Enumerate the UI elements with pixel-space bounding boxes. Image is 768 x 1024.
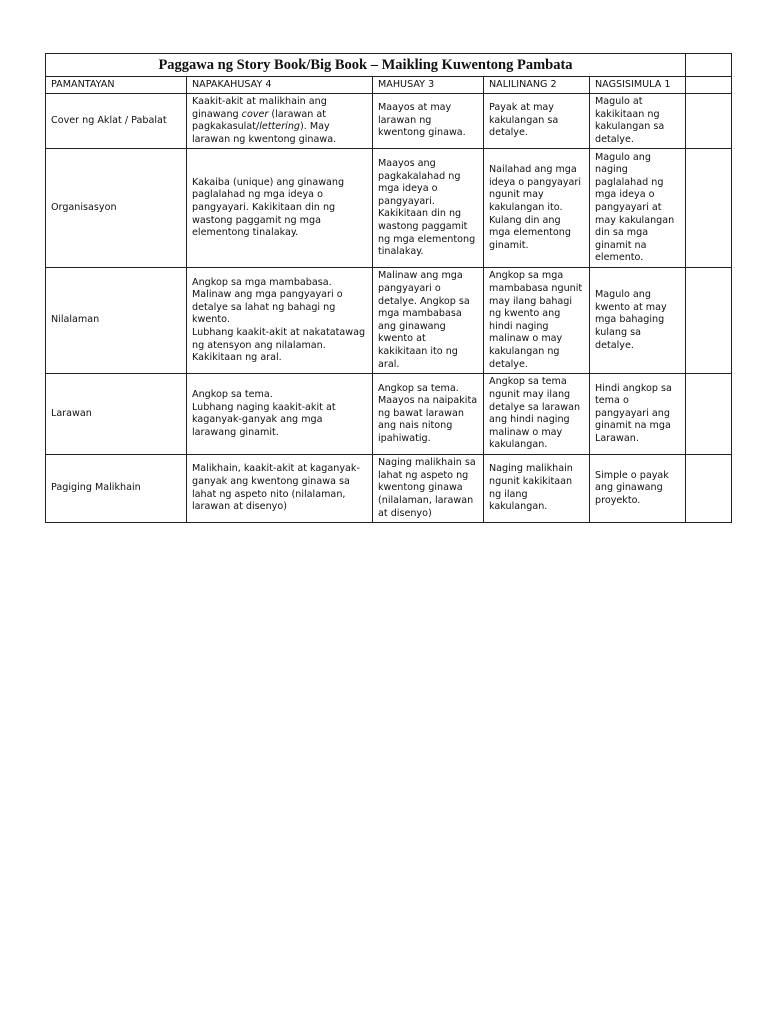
- level-3-cell: Maayos ang pagkakalahad ng mga ideya o pangyayari. Kakikitaan din ng wastong paggamit ng mga elementong tinalakay.: [373, 149, 484, 268]
- level-2-cell: Payak at may kakulangan sa detalye.: [484, 94, 590, 149]
- blank-cell: [686, 94, 732, 149]
- criterion-cell: Larawan: [46, 374, 187, 455]
- level-4-cell: [187, 94, 373, 149]
- table-row: [46, 455, 732, 523]
- rubric-table: [45, 53, 732, 523]
- level-3-cell: Maayos at may larawan ng kwentong ginawa.: [373, 94, 484, 149]
- level-1-cell: Magulo at kakikitaan ng kakulangan sa detalye.: [590, 94, 686, 149]
- header-level-3: MAHUSAY 3: [373, 77, 484, 94]
- blank-cell: [686, 268, 732, 374]
- blank-cell: [686, 77, 732, 94]
- criterion-cell: Cover ng Aklat / Pabalat: [46, 94, 187, 149]
- level-2-cell: Angkop sa mga mambabasa ngunit may ilang bahagi ng kwento ang hindi naging malinaw o may kakulangan ng detalye.: [484, 268, 590, 374]
- cell-text-italic: cover: [241, 108, 269, 120]
- level-1-cell: Simple o payak ang ginawang proyekto.: [590, 455, 686, 523]
- cell-text: ). May larawan ng kwentong ginawa.: [192, 121, 337, 145]
- level-3-cell: Malinaw ang mga pangyayari o detalye. Angkop sa mga mambabasa ang ginawang kwento at kakikitaan ito ng aral.: [373, 268, 484, 374]
- level-3-cell: Naging malikhain sa lahat ng aspeto ng kwentong ginawa (nilalaman, larawan at disenyo): [373, 455, 484, 523]
- level-4-cell: Angkop sa tema. Lubhang naging kaakit-akit at kaganyak-ganyak ang mga larawang ginamit.: [187, 374, 373, 455]
- criterion-cell: Nilalaman: [46, 268, 187, 374]
- cell-text-italic: lettering: [259, 121, 300, 133]
- rubric-document: [45, 53, 731, 523]
- header-level-4: NAPAKAHUSAY 4: [187, 77, 373, 94]
- table-row: [46, 94, 732, 149]
- level-4-cell: Malikhain, kaakit-akit at kaganyak-ganyak ang kwentong ginawa sa lahat ng aspeto nito (nilalaman, larawan at disenyo): [187, 455, 373, 523]
- level-2-cell: Nailahad ang mga ideya o pangyayari ngunit may kakulangan ito. Kulang din ang mga elementong ginamit.: [484, 149, 590, 268]
- level-2-cell: Naging malikhain ngunit kakikitaan ng ilang kakulangan.: [484, 455, 590, 523]
- title-row: [46, 54, 732, 77]
- level-4-cell: Kakaiba (unique) ang ginawang paglalahad ng mga ideya o pangyayari. Kakikitaan din ng wastong paggamit ng mga elementong tinalakay.: [187, 149, 373, 268]
- table-row: [46, 268, 732, 374]
- header-level-2: NALILINANG 2: [484, 77, 590, 94]
- level-2-cell: Angkop sa tema ngunit may ilang detalye sa larawan ang hindi naging malinaw o may kakulangan.: [484, 374, 590, 455]
- blank-cell: [686, 455, 732, 523]
- level-3-cell: Angkop sa tema. Maayos na naipakita ng bawat larawan ang nais nitong ipahiwatig.: [373, 374, 484, 455]
- level-1-cell: Magulo ang kwento at may mga bahaging kulang sa detalye.: [590, 268, 686, 374]
- rubric-title: Paggawa ng Story Book/Big Book – Maikling Kuwentong Pambata: [46, 54, 686, 77]
- header-level-1: NAGSISIMULA 1: [590, 77, 686, 94]
- level-4-cell: Angkop sa mga mambabasa. Malinaw ang mga pangyayari o detalye sa lahat ng bahagi ng kwento. Lubhang kaakit-akit at nakatatawag ng atensyon ang nilalaman. Kakikitaan ng aral.: [187, 268, 373, 374]
- blank-cell: [686, 149, 732, 268]
- cell-text: Kaakit-akit at malikhain ang ginawang: [192, 96, 327, 120]
- criterion-cell: Organisasyon: [46, 149, 187, 268]
- criterion-cell: Pagiging Malikhain: [46, 455, 187, 523]
- level-1-cell: Hindi angkop sa tema o pangyayari ang ginamit na mga Larawan.: [590, 374, 686, 455]
- blank-cell: [686, 54, 732, 77]
- header-row: [46, 77, 732, 94]
- level-1-cell: Magulo ang naging paglalahad ng mga ideya o pangyayari at may kakulangan din sa mga ginamit na elemento.: [590, 149, 686, 268]
- header-pamantayan: PAMANTAYAN: [46, 77, 187, 94]
- blank-cell: [686, 374, 732, 455]
- table-row: [46, 374, 732, 455]
- cell-text: (larawan at pagkakasulat/: [192, 108, 326, 133]
- table-row: [46, 149, 732, 268]
